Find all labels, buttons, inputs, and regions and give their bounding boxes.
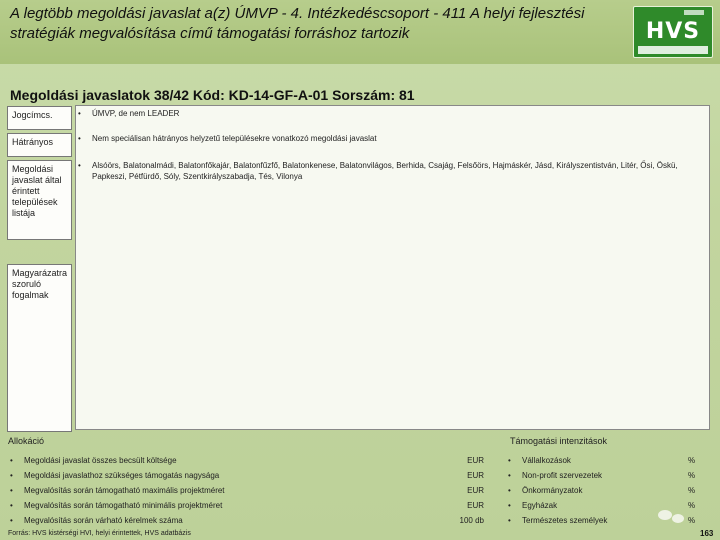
- intensity-label: Támogatási intenzitások: [510, 436, 608, 446]
- logo-banner: [638, 46, 708, 54]
- label-hatranyos: Hátrányos: [7, 133, 72, 157]
- jogcimcsoport-value: ÚMVP, de nem LEADER: [92, 109, 180, 118]
- sheep-icon: [672, 514, 684, 523]
- bullet: •: [10, 456, 13, 465]
- intensity-unit: %: [688, 501, 696, 510]
- intensity-text: Egyházak: [522, 501, 558, 510]
- intensity-unit: %: [688, 471, 696, 480]
- bullet: •: [508, 516, 511, 525]
- hvs-logo-icon: [633, 6, 713, 58]
- allocation-text: Megvalósítás során támogatható maximális projektméret: [24, 486, 225, 495]
- allocation-text: Megvalósítás során támogatható minimális projektméret: [24, 501, 223, 510]
- bullet: •: [508, 471, 511, 480]
- content-panel: [75, 105, 710, 430]
- logo-decoration: [684, 10, 704, 15]
- telepulesek-value: Alsóörs, Balatonalmádi, Balatonfőkajár, Balatonfűzfő, Balatonkenese, Balatonvilágos, Berhida, Csajág, Felsőörs, Hajmáskér, Jásd, Királyszentistván, Litér, Ősi, Öskü, Papkeszi, Pétfürdő, Sóly, Szentkirályszabadja, Tés, Vilonya: [92, 161, 678, 181]
- bullet: •: [10, 516, 13, 525]
- page-title: A legtöbb megoldási javaslat a(z) ÚMVP - 4. Intézkedéscsoport - 411 A helyi fejlesztési stratégiák megvalósítása című támogatási forráshoz tartozik: [10, 5, 585, 42]
- bullet: •: [10, 486, 13, 495]
- logo-text: HVS: [645, 19, 701, 44]
- bullet: •: [78, 109, 81, 118]
- intensity-text: Természetes személyek: [522, 516, 608, 525]
- bullet: •: [508, 486, 511, 495]
- allocation-unit: EUR: [467, 471, 484, 480]
- label-jogcimcsoport: Jogcímcs.: [7, 106, 72, 130]
- intensity-text: Önkormányzatok: [522, 486, 583, 495]
- page-number: 163: [700, 529, 714, 538]
- allocation-text: Megvalósítás során várható kérelmek száma: [24, 516, 183, 525]
- allocation-label: Allokáció: [8, 436, 45, 446]
- label-telepulesek: Megoldási javaslat által érintett települések listája: [7, 160, 72, 240]
- header-bar: [0, 0, 720, 64]
- bullet: •: [508, 456, 511, 465]
- source-note: Forrás: HVS kistérségi HVI, helyi érintettek, HVS adatbázis: [8, 530, 191, 537]
- intensity-text: Vállalkozások: [522, 456, 571, 465]
- intensity-unit: %: [688, 486, 696, 495]
- label-fogalmak: Magyarázatra szoruló fogalmak: [7, 264, 72, 432]
- bullet: •: [508, 501, 511, 510]
- allocation-text: Megoldási javaslathoz szükséges támogatás nagysága: [24, 471, 220, 480]
- section-title: Megoldási javaslatok 38/42 Kód: KD-14-GF-A-01 Sorszám: 81: [10, 87, 415, 103]
- bullet: •: [10, 501, 13, 510]
- allocation-unit: EUR: [467, 501, 484, 510]
- bullet: •: [10, 471, 13, 480]
- intensity-unit: %: [688, 516, 696, 525]
- bullet: •: [78, 134, 81, 143]
- intensity-text: Non-profit szervezetek: [522, 471, 603, 480]
- allocation-unit: EUR: [467, 486, 484, 495]
- allocation-unit: EUR: [467, 456, 484, 465]
- allocation-unit: 100 db: [459, 516, 484, 525]
- allocation-text: Megoldási javaslat összes becsült költsége: [24, 456, 177, 465]
- sheep-icon: [658, 510, 672, 520]
- bullet: •: [78, 161, 81, 170]
- hatranyos-value: Nem speciálisan hátrányos helyzetű településekre vonatkozó megoldási javaslat: [92, 134, 377, 143]
- intensity-unit: %: [688, 456, 696, 465]
